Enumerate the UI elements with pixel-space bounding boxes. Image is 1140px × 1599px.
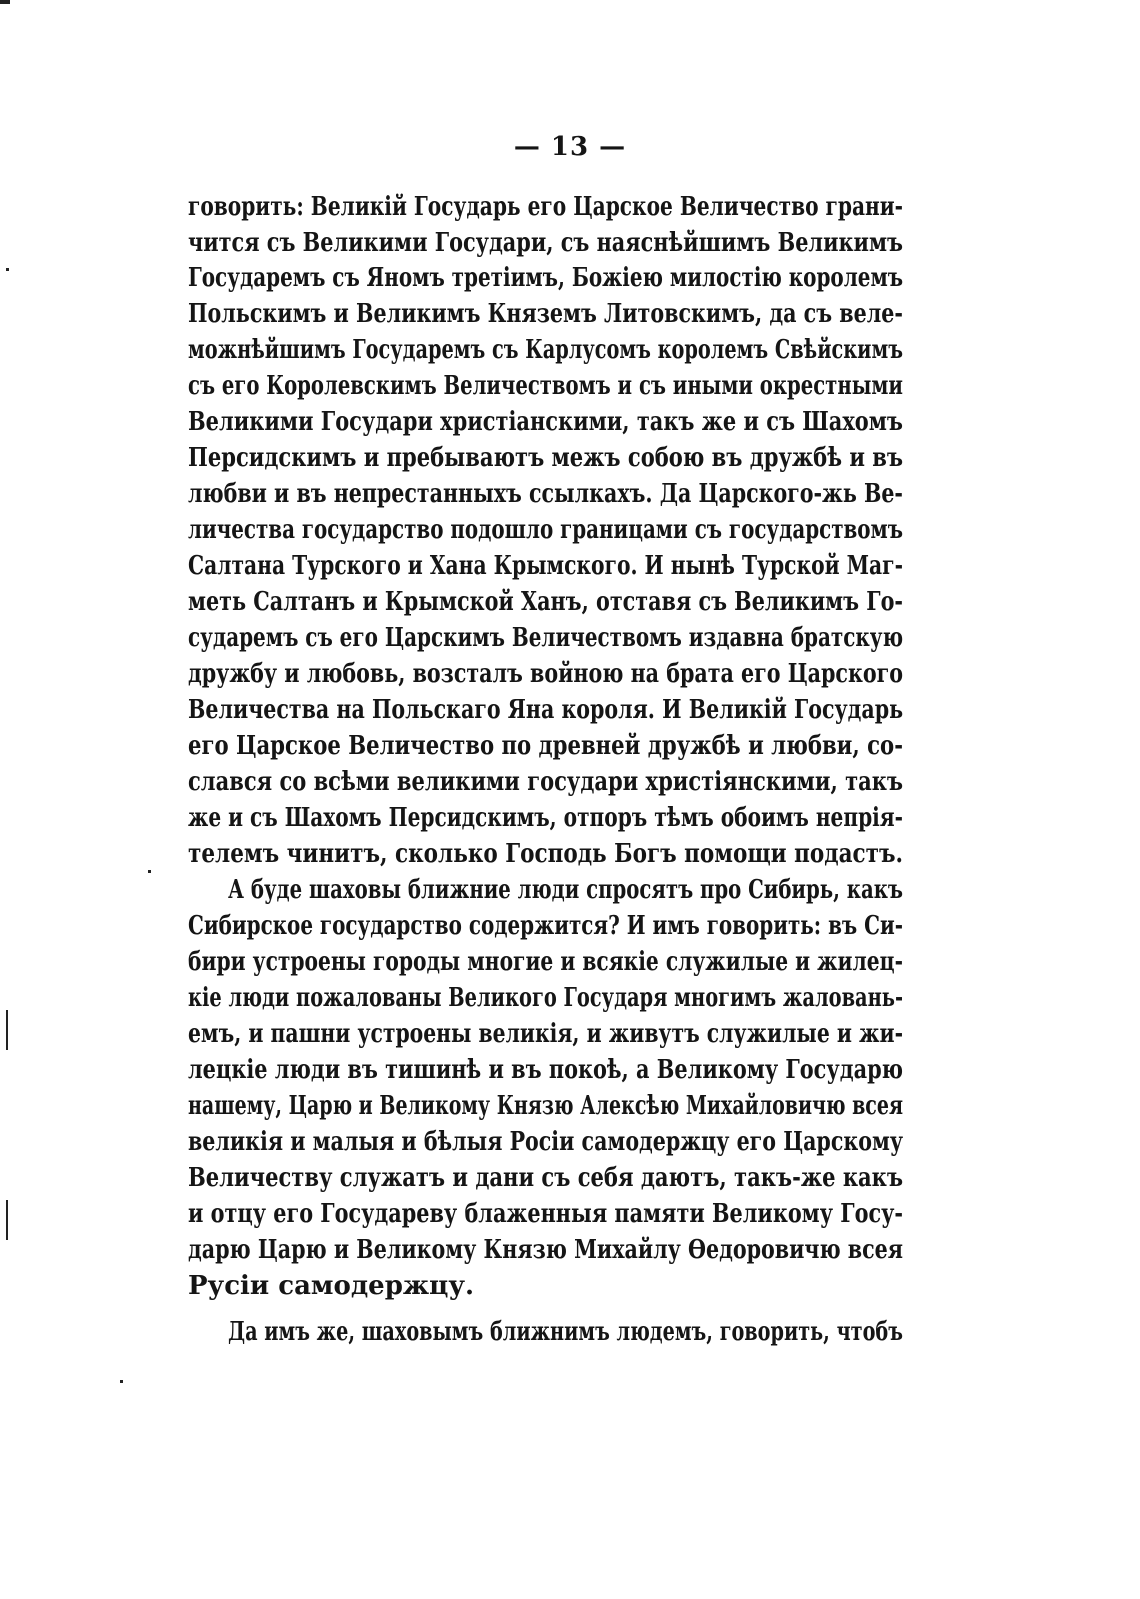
text-line: личества государство подошло границами съ государствомъ bbox=[188, 515, 904, 545]
text-line: любви и въ непрестанныхъ ссылкахъ. Да Царского-жь Ве- bbox=[188, 479, 903, 509]
text-line: Величеству служатъ и дани съ себя даютъ, такъ-же какъ bbox=[188, 1163, 904, 1193]
text-line: лецкіе люди въ тишинѣ и въ покоѣ, а Великому Государю bbox=[188, 1055, 904, 1085]
text-line: Величества на Польскаго Яна короля. И Великій Государь bbox=[188, 695, 904, 725]
page-number: — 13 — bbox=[513, 132, 627, 162]
text-line: же и съ Шахомъ Персидскимъ, отпоръ тѣмъ обоимъ непрія- bbox=[188, 803, 904, 833]
text-line: чится съ Великими Государи, съ наяснѣйшимъ Великимъ bbox=[188, 228, 903, 258]
text-line: бири устроены городы многие и всякіе служилые и жилец- bbox=[188, 947, 903, 977]
text-line: Персидскимъ и пребываютъ межъ собою въ дружбѣ и въ bbox=[188, 443, 903, 473]
text-line: нашему, Царю и Великому Князю Алексѣю Михайловичю всея bbox=[188, 1091, 904, 1121]
text-line: Польскимъ и Великимъ Княземъ Литовскимъ, да съ веле- bbox=[188, 299, 903, 329]
text-line: дарю Царю и Великому Князю Михайлу Ѳедоровичю всея bbox=[188, 1235, 903, 1265]
text-line: его Царское Величество по древней дружбѣ и любви, со- bbox=[188, 731, 903, 761]
text-line: Салтана Турского и Хана Крымского. И нынѣ Турской Маг- bbox=[188, 551, 903, 581]
text-line: великія и малыя и бѣлыя Росіи самодержцу его Царскому bbox=[188, 1127, 904, 1157]
text-line: емъ, и пашни устроены великія, и живутъ служилые и жи- bbox=[188, 1019, 904, 1049]
text-line: А буде шаховы ближние люди спросятъ про Сибирь, какъ bbox=[228, 875, 903, 905]
scan-speck bbox=[6, 268, 9, 271]
text-line: говорить: Великій Государь его Царское Величество грани- bbox=[188, 192, 904, 222]
text-line: меть Салтанъ и Крымской Ханъ, отставя съ Великимъ Го- bbox=[188, 587, 904, 617]
text-line: Да имъ же, шаховымъ ближнимъ людемъ, говорить, чтобъ bbox=[228, 1317, 903, 1347]
scan-speck bbox=[6, 1200, 8, 1240]
text-line: кіе люди пожалованы Великого Государя многимъ жаловань- bbox=[188, 983, 904, 1013]
scan-speck bbox=[120, 1380, 123, 1383]
text-line: Великими Государи христіанскими, такъ же и съ Шахомъ bbox=[188, 407, 903, 437]
scan-speck bbox=[6, 1010, 8, 1050]
text-line: Сибирское государство содержится? И имъ говорить: въ Си- bbox=[188, 911, 903, 941]
text-line: Русіи самодержцу. bbox=[188, 1271, 475, 1301]
text-line: съ его Королевскимъ Величествомъ и съ иными окрестными bbox=[188, 371, 903, 401]
text-line: слався со всѣми великими государи христіянскими, такъ bbox=[188, 767, 904, 797]
text-line: можнѣйшимъ Государемъ съ Карлусомъ королемъ Свѣйскимъ bbox=[188, 335, 904, 365]
scan-speck bbox=[0, 0, 10, 4]
text-line: сударемъ съ его Царскимъ Величествомъ издавна братскую bbox=[188, 623, 904, 653]
text-line: телемъ чинитъ, сколько Господь Богъ помощи подастъ. bbox=[188, 839, 904, 869]
text-line: Государемъ съ Яномъ третіимъ, Божіею милостію королемъ bbox=[188, 263, 904, 293]
scan-speck bbox=[148, 870, 151, 873]
text-line: дружбу и любовь, возсталъ войною на брата его Царского bbox=[188, 659, 903, 689]
text-line: и отцу его Государеву блаженныя памяти Великому Госу- bbox=[188, 1199, 904, 1229]
